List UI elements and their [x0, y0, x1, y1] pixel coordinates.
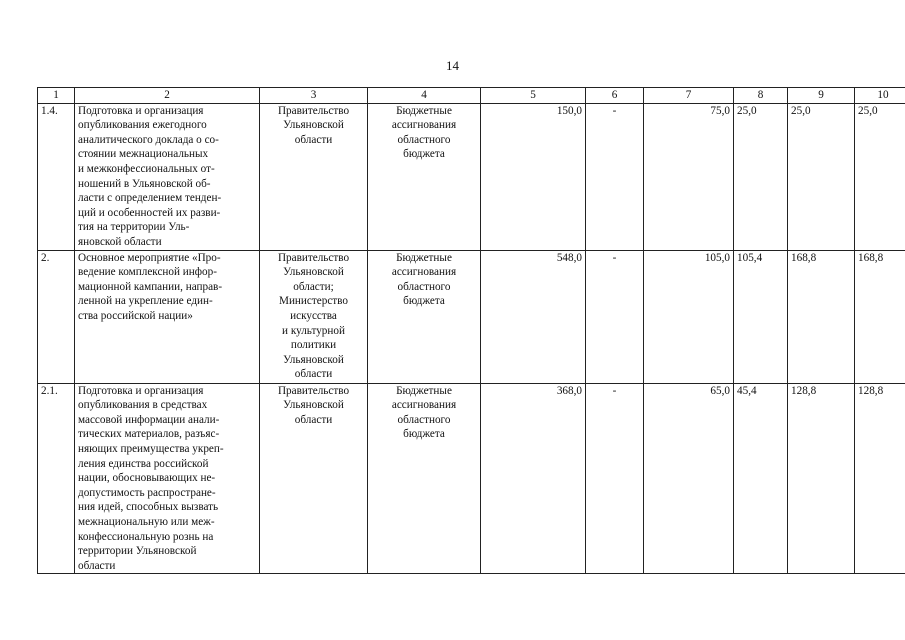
value-col-8: 25,0 — [734, 103, 788, 250]
executor-line: Ульяновской — [283, 266, 344, 279]
value-col-5: 368,0 — [481, 383, 586, 574]
executor — [260, 250, 368, 383]
page-number: 14 — [446, 58, 459, 73]
funding-source — [368, 383, 481, 574]
activity-name-line: ния идей, способных вызвать — [78, 501, 219, 514]
table-row — [38, 103, 905, 250]
header-cell: 2 — [75, 88, 260, 104]
activity-name-line: ношений в Ульяновской об- — [78, 177, 211, 190]
activity-name-line: массовой информации анали- — [78, 413, 220, 426]
activity-name-line: Подготовка и организация — [78, 384, 204, 397]
activity-name-line: ласти с определением тенден- — [78, 192, 222, 205]
header-cell: 8 — [734, 88, 788, 104]
value-col-10: 25,0 — [855, 103, 905, 250]
funding-source-line: областного — [397, 413, 451, 426]
header-cell: 6 — [586, 88, 644, 104]
executor-line: и культурной — [282, 324, 345, 337]
executor-line: Правительство — [277, 104, 350, 117]
executor — [260, 383, 368, 574]
activity-name-line: конфессиональную рознь на — [78, 530, 214, 543]
funding-source-line: бюджета — [403, 148, 445, 161]
value-col-8: 45,4 — [734, 383, 788, 574]
value-col-6: - — [586, 103, 644, 250]
activity-name-line: ций и особенностей их разви- — [78, 206, 221, 219]
value-col-6: - — [586, 383, 644, 574]
executor-line: Ульяновской — [283, 399, 344, 412]
row-number: 2. — [38, 250, 75, 383]
funding-source — [368, 103, 481, 250]
executor-line: Ульяновской — [283, 119, 344, 132]
header-cell: 4 — [368, 88, 481, 104]
activity-name-line: ленной на укрепление един- — [78, 295, 213, 308]
funding-source-line: областного — [397, 133, 451, 146]
value-col-7: 65,0 — [644, 383, 734, 574]
executor-line: искусства — [290, 309, 337, 322]
executor-line: Министерство — [279, 295, 348, 308]
row-number: 1.4. — [38, 103, 75, 250]
value-col-9: 128,8 — [788, 383, 855, 574]
executor-line: области — [294, 368, 333, 381]
activity-name-line: и межконфессиональных от- — [78, 162, 215, 175]
value-col-5: 548,0 — [481, 250, 586, 383]
executor — [260, 103, 368, 250]
table-header-row — [38, 88, 905, 104]
activity-name-line: Подготовка и организация — [78, 104, 204, 117]
executor-line: области — [294, 133, 333, 146]
activity-name-line: тических материалов, разъяс- — [78, 428, 220, 441]
funding-source-line: Бюджетные — [396, 251, 452, 264]
header-cell: 7 — [644, 88, 734, 104]
activity-name-line: опубликования в средствах — [78, 399, 208, 412]
header-cell: 1 — [38, 88, 75, 104]
funding-source-line: областного — [397, 280, 451, 293]
activity-name — [75, 250, 260, 383]
funding-source-line: бюджета — [403, 428, 445, 441]
funding-source-line: ассигнования — [391, 266, 457, 279]
executor-line: области — [294, 413, 333, 426]
activity-name-line: нации, обосновывающих не- — [78, 472, 216, 485]
value-col-7: 75,0 — [644, 103, 734, 250]
activity-name-line: тия на территории Уль- — [78, 221, 190, 234]
activity-name — [75, 383, 260, 574]
header-cell: 10 — [855, 88, 905, 104]
funding-source-line: Бюджетные — [396, 104, 452, 117]
value-col-5: 150,0 — [481, 103, 586, 250]
activity-name-line: няющих преимущества укреп- — [78, 442, 224, 455]
header-cell: 9 — [788, 88, 855, 104]
funding-source-line: ассигнования — [391, 119, 457, 132]
value-col-9: 168,8 — [788, 250, 855, 383]
funding-source-line: ассигнования — [391, 399, 457, 412]
header-cell: 3 — [260, 88, 368, 104]
funding-source-line: Бюджетные — [396, 384, 452, 397]
row-number: 2.1. — [38, 383, 75, 574]
value-col-10: 128,8 — [855, 383, 905, 574]
header-cell: 5 — [481, 88, 586, 104]
value-col-7: 105,0 — [644, 250, 734, 383]
value-col-9: 25,0 — [788, 103, 855, 250]
budget-table — [37, 87, 905, 574]
activity-name-line: мационной кампании, направ- — [78, 280, 223, 293]
executor-line: Правительство — [277, 384, 350, 397]
executor-line: области; — [293, 280, 334, 293]
executor-line: Правительство — [277, 251, 350, 264]
table-row — [38, 250, 905, 383]
activity-name-line: ства российской нации» — [78, 309, 193, 322]
executor-line: Ульяновской — [283, 353, 344, 366]
table-row — [38, 383, 905, 574]
funding-source — [368, 250, 481, 383]
activity-name-line: стоянии межнациональных — [78, 148, 209, 161]
activity-name-line: межнациональную или меж- — [78, 515, 215, 528]
activity-name-line: опубликования ежегодного — [78, 119, 207, 132]
activity-name-line: ведение комплексной инфор- — [78, 266, 217, 279]
activity-name-line: яновской области — [78, 235, 162, 248]
value-col-6: - — [586, 250, 644, 383]
activity-name-line: Основное мероприятие «Про- — [78, 251, 221, 264]
value-col-8: 105,4 — [734, 250, 788, 383]
activity-name-line: области — [78, 559, 116, 572]
executor-line: политики — [290, 339, 337, 352]
activity-name-line: допустимость распростране- — [78, 486, 216, 499]
activity-name-line: территории Ульяновской — [78, 545, 197, 558]
funding-source-line: бюджета — [403, 295, 445, 308]
value-col-10: 168,8 — [855, 250, 905, 383]
activity-name-line: аналитического доклада о со- — [78, 133, 219, 146]
activity-name-line: ления единства российской — [78, 457, 209, 470]
activity-name — [75, 103, 260, 250]
